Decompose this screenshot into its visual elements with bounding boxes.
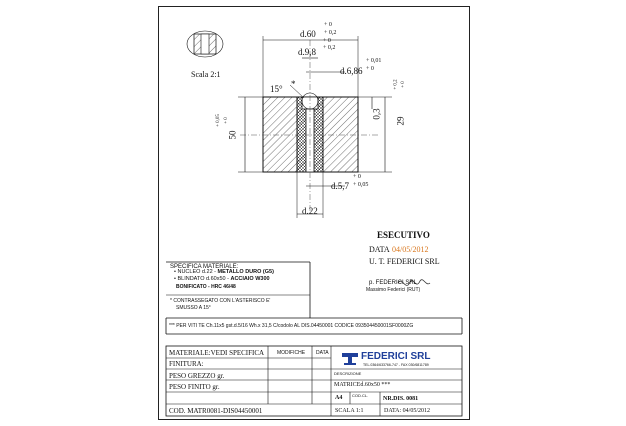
tb-data-value: DATA: 04/05/2012 [384, 408, 431, 414]
dim-small-tol-lower: + 0,05 [353, 182, 369, 188]
scale-label: Scala 2:1 [191, 70, 221, 79]
dim-counterbore-tol-lower: + 0,2 [323, 45, 336, 51]
tb-descrizione: MATRICEd.60x50 *** [334, 382, 391, 388]
dim-height-tol-lower: + 0 [223, 117, 229, 124]
materials-list [166, 269, 274, 282]
dim-depth-tol-lower: + 0 [400, 81, 406, 88]
approval-date-label: DATA [369, 245, 390, 254]
material-item: • BLINDATO d.60x50 - ACCIAIO W300 [174, 276, 274, 283]
footnote: *** PER VITI TE Ch.11x5 gst.d.5/16 Wh.x 31,5 C/codolo AL DIS.04450001 CODICE 093504450001SF0000ZG [169, 323, 414, 329]
material-item: • NUCLEO d.22 - METALLO DURO (G5) [174, 269, 274, 276]
tb-cod-cl: COD.CL. [352, 393, 369, 398]
dim-bottom: d.22 [302, 206, 318, 216]
dim-outer-tol-lower: + 0,2 [324, 30, 337, 36]
status-label: ESECUTIVO [377, 230, 430, 240]
tb-peso-grezzo: PESO GREZZO gr. [169, 372, 225, 380]
dim-outer: d.60 [300, 29, 316, 39]
company-logo-icon [341, 352, 359, 366]
materials-note-line2: SMUSSO A 15° [176, 305, 211, 311]
detail-view-slot [201, 34, 209, 54]
dim-depth: 0,3 [371, 108, 382, 120]
dim-outer-tol-upper: + 0 [324, 22, 332, 28]
materials-treatment: BONIFICATO - HRC 46/48 [176, 284, 236, 290]
dim-mid: d.6,86 [340, 66, 363, 76]
tb-peso-finito: PESO FINITO gr. [169, 383, 220, 391]
angle-label: 15° [270, 84, 283, 94]
signer-prefix: p. FEDERICI SRL [369, 280, 418, 286]
dim-small-tol-upper: + 0 [353, 174, 361, 180]
tb-company-contacts: TEL.0364/633766-747 - FAX 030/6811789 [363, 363, 429, 367]
dim-height: 50 [227, 130, 238, 140]
tb-data: DATA [316, 350, 329, 356]
materials-header: SPECIFICA MATERIALE: [170, 264, 239, 270]
tb-codice: COD. MATR0081-DIS04450001 [169, 407, 263, 415]
approval-company: U. T. FEDERICI SRL [369, 257, 440, 266]
dim-counterbore: d.9,8 [298, 47, 316, 57]
tb-scala: SCALA 1:1 [335, 408, 364, 414]
materials-note-line1: * CONTRASSEGATO CON L'ASTERISCO E' [170, 298, 271, 304]
dim-bore: 29 [395, 116, 406, 126]
tb-modifiche: MODIFICHE [277, 350, 306, 356]
dim-mid-tol-upper: + 0,01 [366, 58, 382, 64]
dim-small: d.5,7 [331, 181, 349, 191]
tb-finitura: FINITURA: [169, 360, 204, 368]
dim-height-tol-upper: + 0,05 [215, 114, 221, 127]
tb-material: MATERIALE:VEDI SPECIFICA [169, 349, 265, 357]
dim-counterbore-tol-upper: + 0 [323, 38, 331, 44]
tb-company: FEDERICI SRL [361, 351, 431, 362]
star-marker: * [291, 79, 296, 89]
tb-nr-dis: NR.DIS. 0081 [383, 396, 419, 402]
tb-format: A4 [335, 395, 343, 401]
approval-date-value: 04/05/2012 [392, 245, 429, 254]
dim-depth-tol-upper: + 0,2 [393, 79, 399, 90]
signer-name: Massimo Federici (RUT) [366, 287, 421, 293]
tb-descrizione-label: DESCRIZIONE [334, 371, 362, 376]
dim-mid-tol-lower: + 0 [366, 66, 374, 72]
